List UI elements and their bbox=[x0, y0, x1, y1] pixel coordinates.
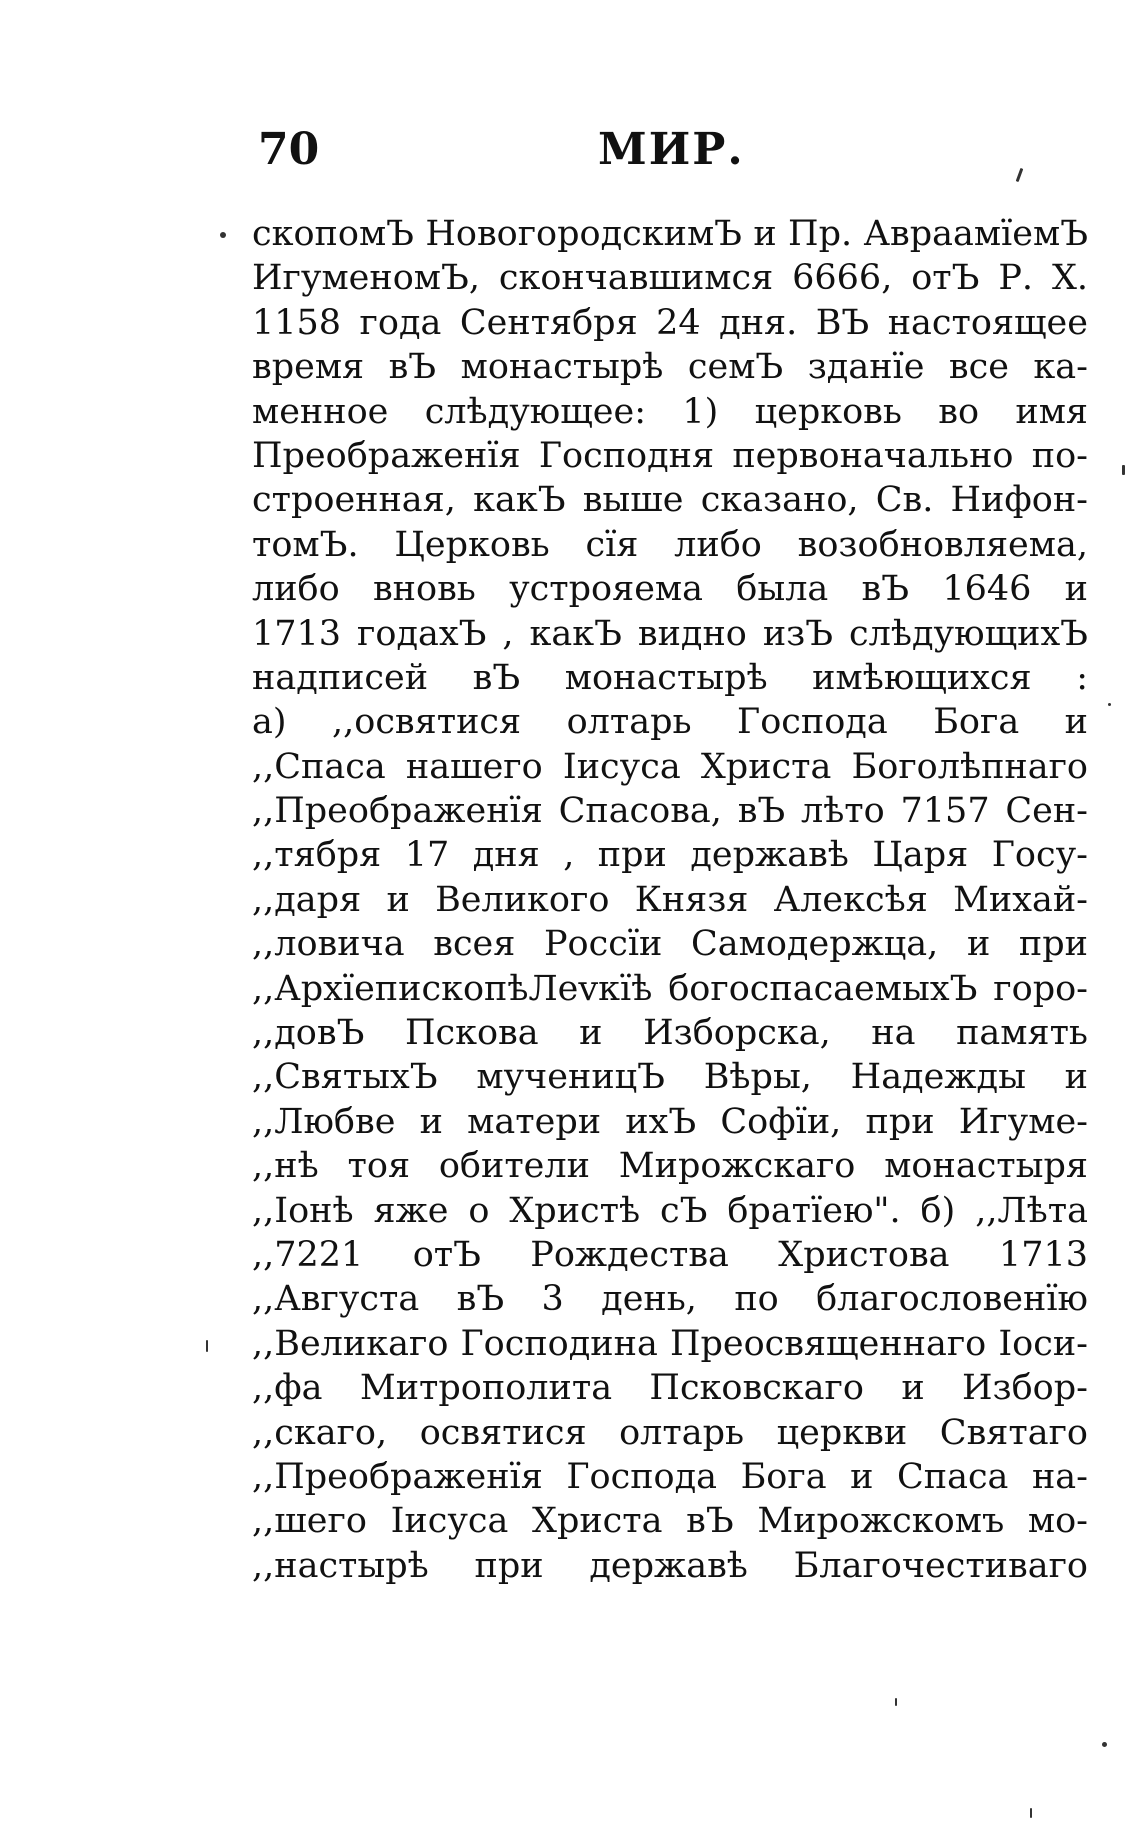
text-line: ,,даря и Великого Князя Алексѣя Михай- bbox=[252, 879, 1088, 920]
text-line: ,,нѣ тоя обители Мирожскаго монастыря bbox=[252, 1146, 1088, 1187]
text-line: ИгуменомЪ, скончавшимся 6666, отЪ Р. Х. bbox=[252, 258, 1088, 299]
text-line: ,,довЪ Пскова и Изборска, на память bbox=[252, 1013, 1088, 1054]
text-line: ,,настырѣ при державѣ Благочестиваго bbox=[252, 1545, 1088, 1586]
text-line: либо вновь устрояема была вЪ 1646 и bbox=[252, 569, 1088, 610]
scan-speck bbox=[220, 232, 226, 238]
page-number: 70 bbox=[258, 124, 320, 175]
scan-speck bbox=[1102, 1742, 1107, 1747]
scan-speck bbox=[895, 1698, 897, 1706]
text-line: ,,шего Iисуса Христа вЪ Мирожскомъ мо- bbox=[252, 1501, 1088, 1542]
text-line: ,,Спаса нашего Iисуса Христа Боголѣпнаго bbox=[252, 746, 1088, 787]
running-head: МИР. bbox=[598, 124, 745, 175]
text-line: ,,7221 отЪ Рождества Христова 1713 bbox=[252, 1234, 1088, 1275]
text-line: ,,тября 17 дня , при державѣ Царя Госу- bbox=[252, 835, 1088, 876]
scan-speck bbox=[1122, 465, 1125, 475]
page-header bbox=[258, 120, 1078, 180]
text-line: строенная, какЪ выше сказано, Св. Нифон- bbox=[252, 480, 1088, 521]
scan-speck bbox=[206, 1340, 208, 1352]
text-line: ,,фа Митрополита Псковскаго и Избор- bbox=[252, 1368, 1088, 1409]
text-line: ,,скаго, освятися олтарь церкви Святаго bbox=[252, 1412, 1088, 1453]
text-line: ,,ловича всея Россïи Самодержца, и при bbox=[252, 924, 1088, 965]
scan-speck bbox=[1108, 703, 1111, 706]
text-line: ,,СвятыхЪ мученицЪ Вѣры, Надежды и bbox=[252, 1057, 1088, 1098]
text-line: 1713 годахЪ , какЪ видно изЪ слѣдующихЪ bbox=[252, 613, 1088, 654]
text-line: надписей вЪ монастырѣ имѣющихся : bbox=[252, 657, 1088, 698]
text-line: ,,Великаго Господина Преосвященнаго Iоси- bbox=[252, 1323, 1088, 1364]
text-line: менное слѣдующее: 1) церковь во имя bbox=[252, 391, 1088, 432]
text-line: Преображенïя Господня первоначально по- bbox=[252, 435, 1088, 476]
text-line: скопомЪ НовогородскимЪ и Пр. АвраамïемЪ bbox=[252, 214, 1088, 254]
body-text bbox=[252, 212, 1088, 1588]
text-line: ,,Преображенïя Спасова, вЪ лѣто 7157 Сен- bbox=[252, 791, 1088, 832]
text-line: томЪ. Церковь сïя либо возобновляема, bbox=[252, 524, 1088, 565]
text-line: а) ,,освятися олтарь Господа Бога и bbox=[252, 702, 1088, 743]
text-line: ,,Iонѣ яже о Христѣ сЪ братïею". б) ,,Лѣта bbox=[252, 1190, 1088, 1231]
text-line: ,,АрхïепископѣЛеvкïѣ богоспасаемыхЪ горо- bbox=[252, 968, 1088, 1009]
text-line: ,,Преображенïя Господа Бога и Спаса на- bbox=[252, 1456, 1088, 1497]
text-line: 1158 года Сентября 24 дня. ВЪ настоящее bbox=[252, 302, 1088, 343]
text-line: ,,Августа вЪ 3 день, по благословенïю bbox=[252, 1279, 1088, 1320]
text-line: время вЪ монастырѣ семЪ зданïе все ка- bbox=[252, 347, 1088, 388]
scan-speck bbox=[1030, 1808, 1032, 1818]
text-line: ,,Любве и матери ихЪ Софïи, при Игуме- bbox=[252, 1101, 1088, 1142]
